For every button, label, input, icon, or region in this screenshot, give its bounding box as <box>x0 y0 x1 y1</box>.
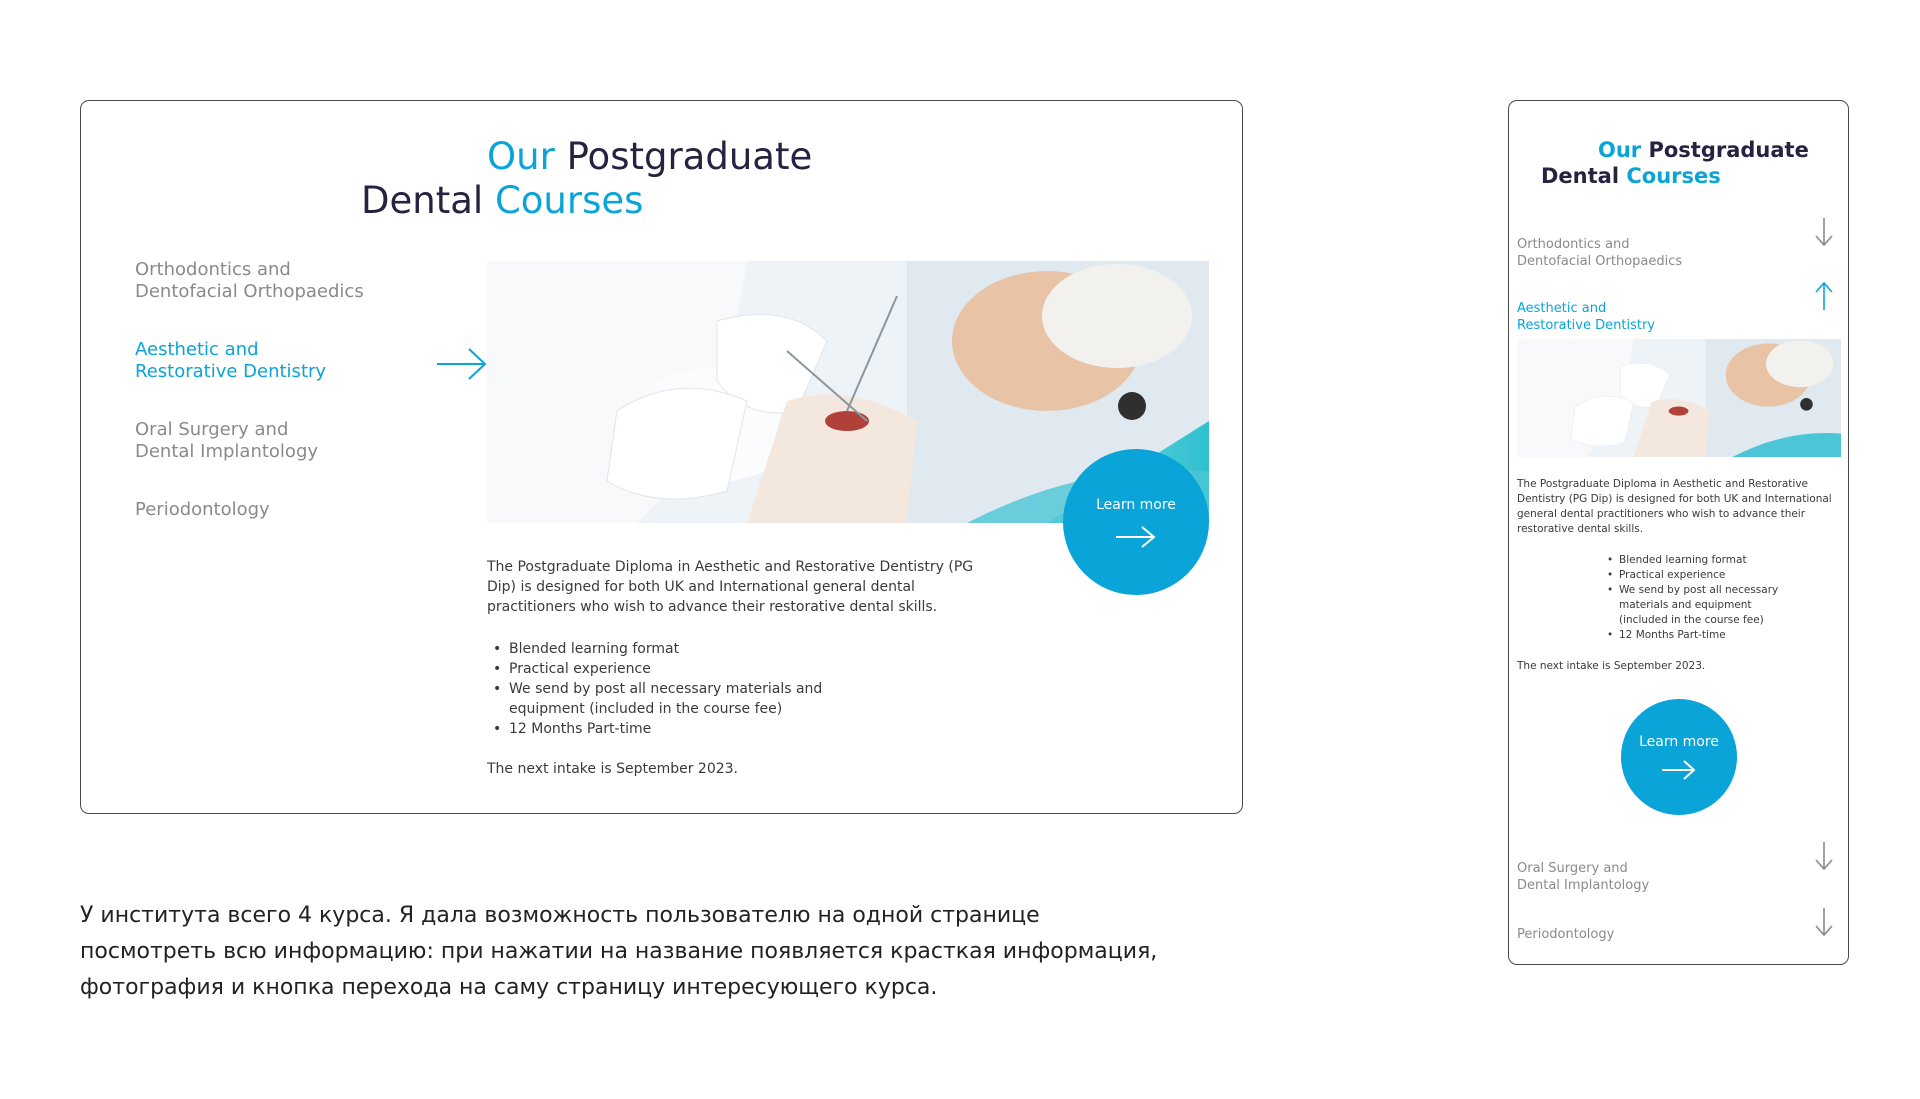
title-word: Our <box>1598 138 1642 162</box>
title-word: Dental <box>361 179 484 222</box>
feature-list <box>1607 553 1841 643</box>
feature-list <box>487 639 987 739</box>
title-word: Courses <box>1626 164 1721 188</box>
learn-more-label: Learn more <box>1096 497 1176 513</box>
menu-item-periodontology[interactable]: Periodontology <box>135 499 270 520</box>
course-description <box>487 557 987 779</box>
menu-item-aesthetic[interactable]: Aesthetic and Restorative Dentistry <box>135 339 327 382</box>
learn-more-button[interactable] <box>1063 449 1209 595</box>
accordion-label: Oral Surgery and Dental Implantology <box>1517 861 1650 893</box>
list-item: • 12 Months Part-time <box>487 719 987 739</box>
title-word: Courses <box>494 179 644 222</box>
accordion-label: Orthodontics and Dentofacial Orthopaedics <box>1517 237 1683 269</box>
accordion-label: Aesthetic and Restorative Dentistry <box>1517 301 1655 333</box>
intake-text: The next intake is September 2023. <box>487 761 739 777</box>
list-item: • Practical experience <box>487 659 987 679</box>
mobile-course-photo <box>1517 339 1841 457</box>
arrow-down-icon <box>1815 907 1833 937</box>
description-text: The Postgraduate Diploma in Aesthetic and Restorative Dentistry (PG Dip) is designed for both UK and International general dental practitioners who wish to advance their restorative dental skills. <box>1517 478 1832 535</box>
list-item: • Blended learning format <box>487 639 987 659</box>
description-text: The Postgraduate Diploma in Aesthetic and Restorative Dentistry (PG Dip) is designed for both UK and International general dental practitioners who wish to advance their restorative dental skills. <box>487 559 974 615</box>
accordion-label: Periodontology <box>1517 927 1615 942</box>
accordion-item-orthodontics[interactable] <box>1517 219 1841 287</box>
list-item: • Blended learning format <box>1607 553 1841 568</box>
mobile-course-description <box>1517 477 1841 674</box>
title-word: Dental <box>1541 164 1620 188</box>
title-word: Postgraduate <box>566 135 813 178</box>
mobile-learn-more-button[interactable] <box>1621 699 1737 815</box>
arrow-down-icon <box>1815 217 1833 247</box>
title-word: Postgraduate <box>1648 138 1809 162</box>
page-title <box>361 135 961 223</box>
arrow-up-icon <box>1815 281 1833 311</box>
list-item: • We send by post all necessary materials and equipment (included in the course fee) <box>1607 583 1797 628</box>
mobile-page-title <box>1541 137 1831 189</box>
accordion-item-oral-surgery[interactable] <box>1517 843 1841 911</box>
menu-item-oral-surgery[interactable]: Oral Surgery and Dental Implantology <box>135 419 319 462</box>
designer-note: У института всего 4 курса. Я дала возможность пользователю на одной странице посмотреть всю информацию: при нажатии на название появляется красткая информация, фотография и кнопка перехода на саму страницу интересующего курса. <box>80 903 1158 1000</box>
intake-text: The next intake is September 2023. <box>1517 660 1706 672</box>
menu-item-orthodontics[interactable]: Orthodontics and Dentofacial Orthopaedics <box>135 259 364 302</box>
arrow-right-icon <box>436 347 488 381</box>
learn-more-label: Learn more <box>1639 734 1719 750</box>
title-word: Our <box>487 135 555 178</box>
arrow-right-icon <box>1661 759 1697 781</box>
course-menu <box>135 259 435 557</box>
list-item: • 12 Months Part-time <box>1607 628 1841 643</box>
accordion-item-periodontology[interactable] <box>1517 909 1841 960</box>
list-item: • We send by post all necessary materials and equipment (included in the course fee) <box>487 679 827 719</box>
desktop-mockup <box>80 100 1243 814</box>
mobile-mockup <box>1508 100 1849 965</box>
arrow-down-icon <box>1815 841 1833 871</box>
list-item: • Practical experience <box>1607 568 1841 583</box>
arrow-right-icon <box>1115 525 1157 549</box>
